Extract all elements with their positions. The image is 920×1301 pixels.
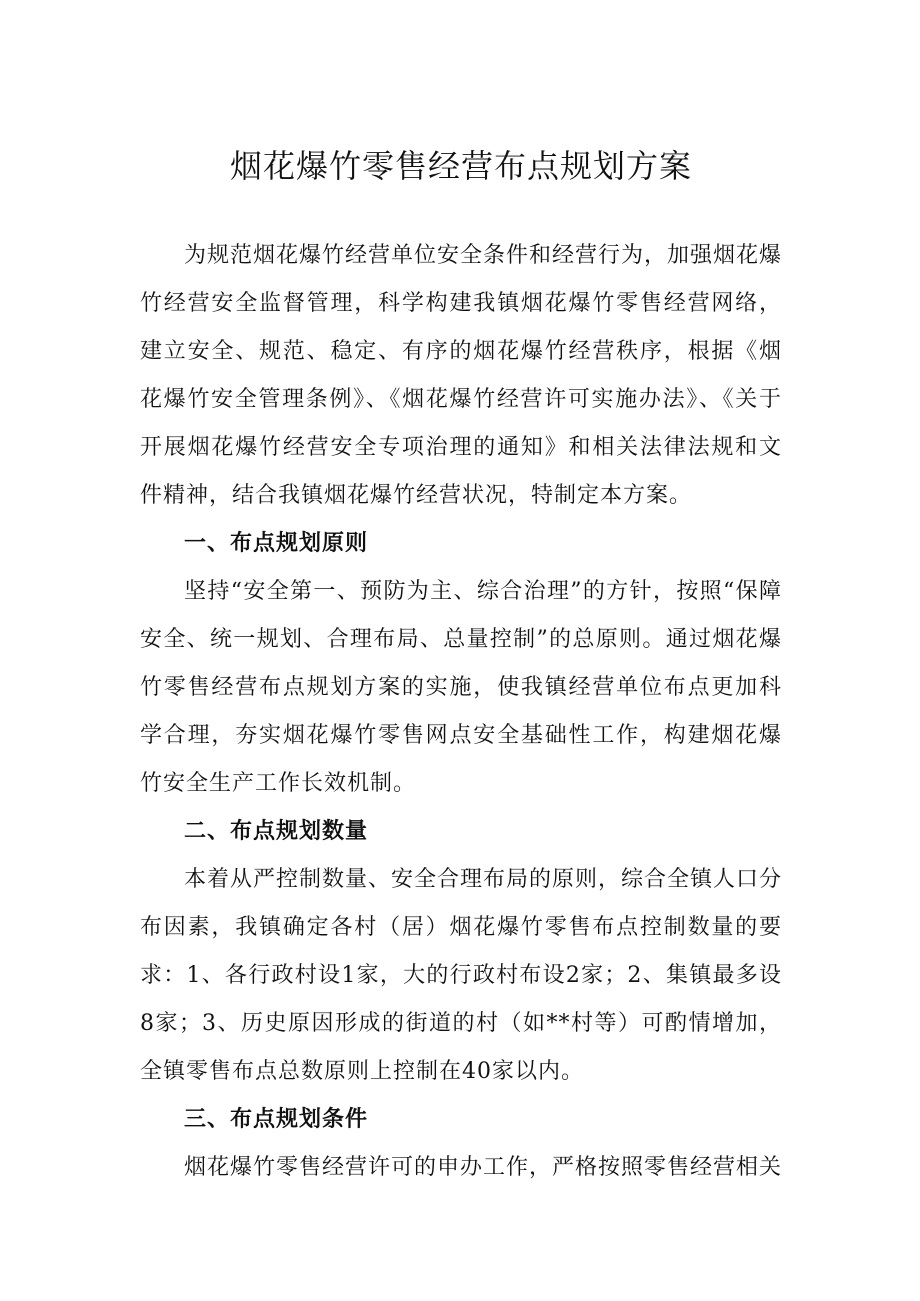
intro-paragraph: 为规范烟花爆竹经营单位安全条件和经营行为，加强烟花爆竹经营安全监督管理，科学构建我镇烟花爆竹零售经营网络，建立安全、规范、稳定、有序的烟花爆竹经营秩序，根据《烟花爆竹安全管理条例》、《烟花爆竹经营许可实施办法》、《关于开展烟花爆竹经营安全专项治理的通知》和相关法律法规和文件精神，结合我镇烟花爆竹经营状况，特制定本方案。 bbox=[140, 243, 783, 508]
section-body-conditions: 烟花爆竹零售经营许可的申办工作，严格按照零售经营相关 bbox=[184, 1155, 783, 1180]
section-heading-quantity: 二、布点规划数量 bbox=[184, 819, 369, 844]
document-title: 烟花爆竹零售经营布点规划方案 bbox=[229, 147, 692, 185]
section-heading-conditions: 三、布点规划条件 bbox=[184, 1107, 369, 1132]
section-heading-principles: 一、布点规划原则 bbox=[184, 531, 369, 556]
section-body-principles: 坚持“安全第一、预防为主、综合治理”的方针，按照“保障安全、统一规划、合理布局、总量控制”的总原则。通过烟花爆竹零售经营布点规划方案的实施，使我镇经营单位布点更加科学合理，夯实烟花爆竹零售网点安全基础性工作，构建烟花爆竹安全生产工作长效机制。 bbox=[140, 579, 782, 796]
section-body-quantity: 本着从严控制数量、安全合理布局的原则，综合全镇人口分布因素，我镇确定各村（居）烟花爆竹零售布点控制数量的要求：1、各行政村设1家，大的行政村布设2家；2、集镇最多设8家；3、历史原因形成的街道的村（如**村等）可酌情增加，全镇零售布点总数原则上控制在40家以内。 bbox=[140, 867, 783, 1084]
